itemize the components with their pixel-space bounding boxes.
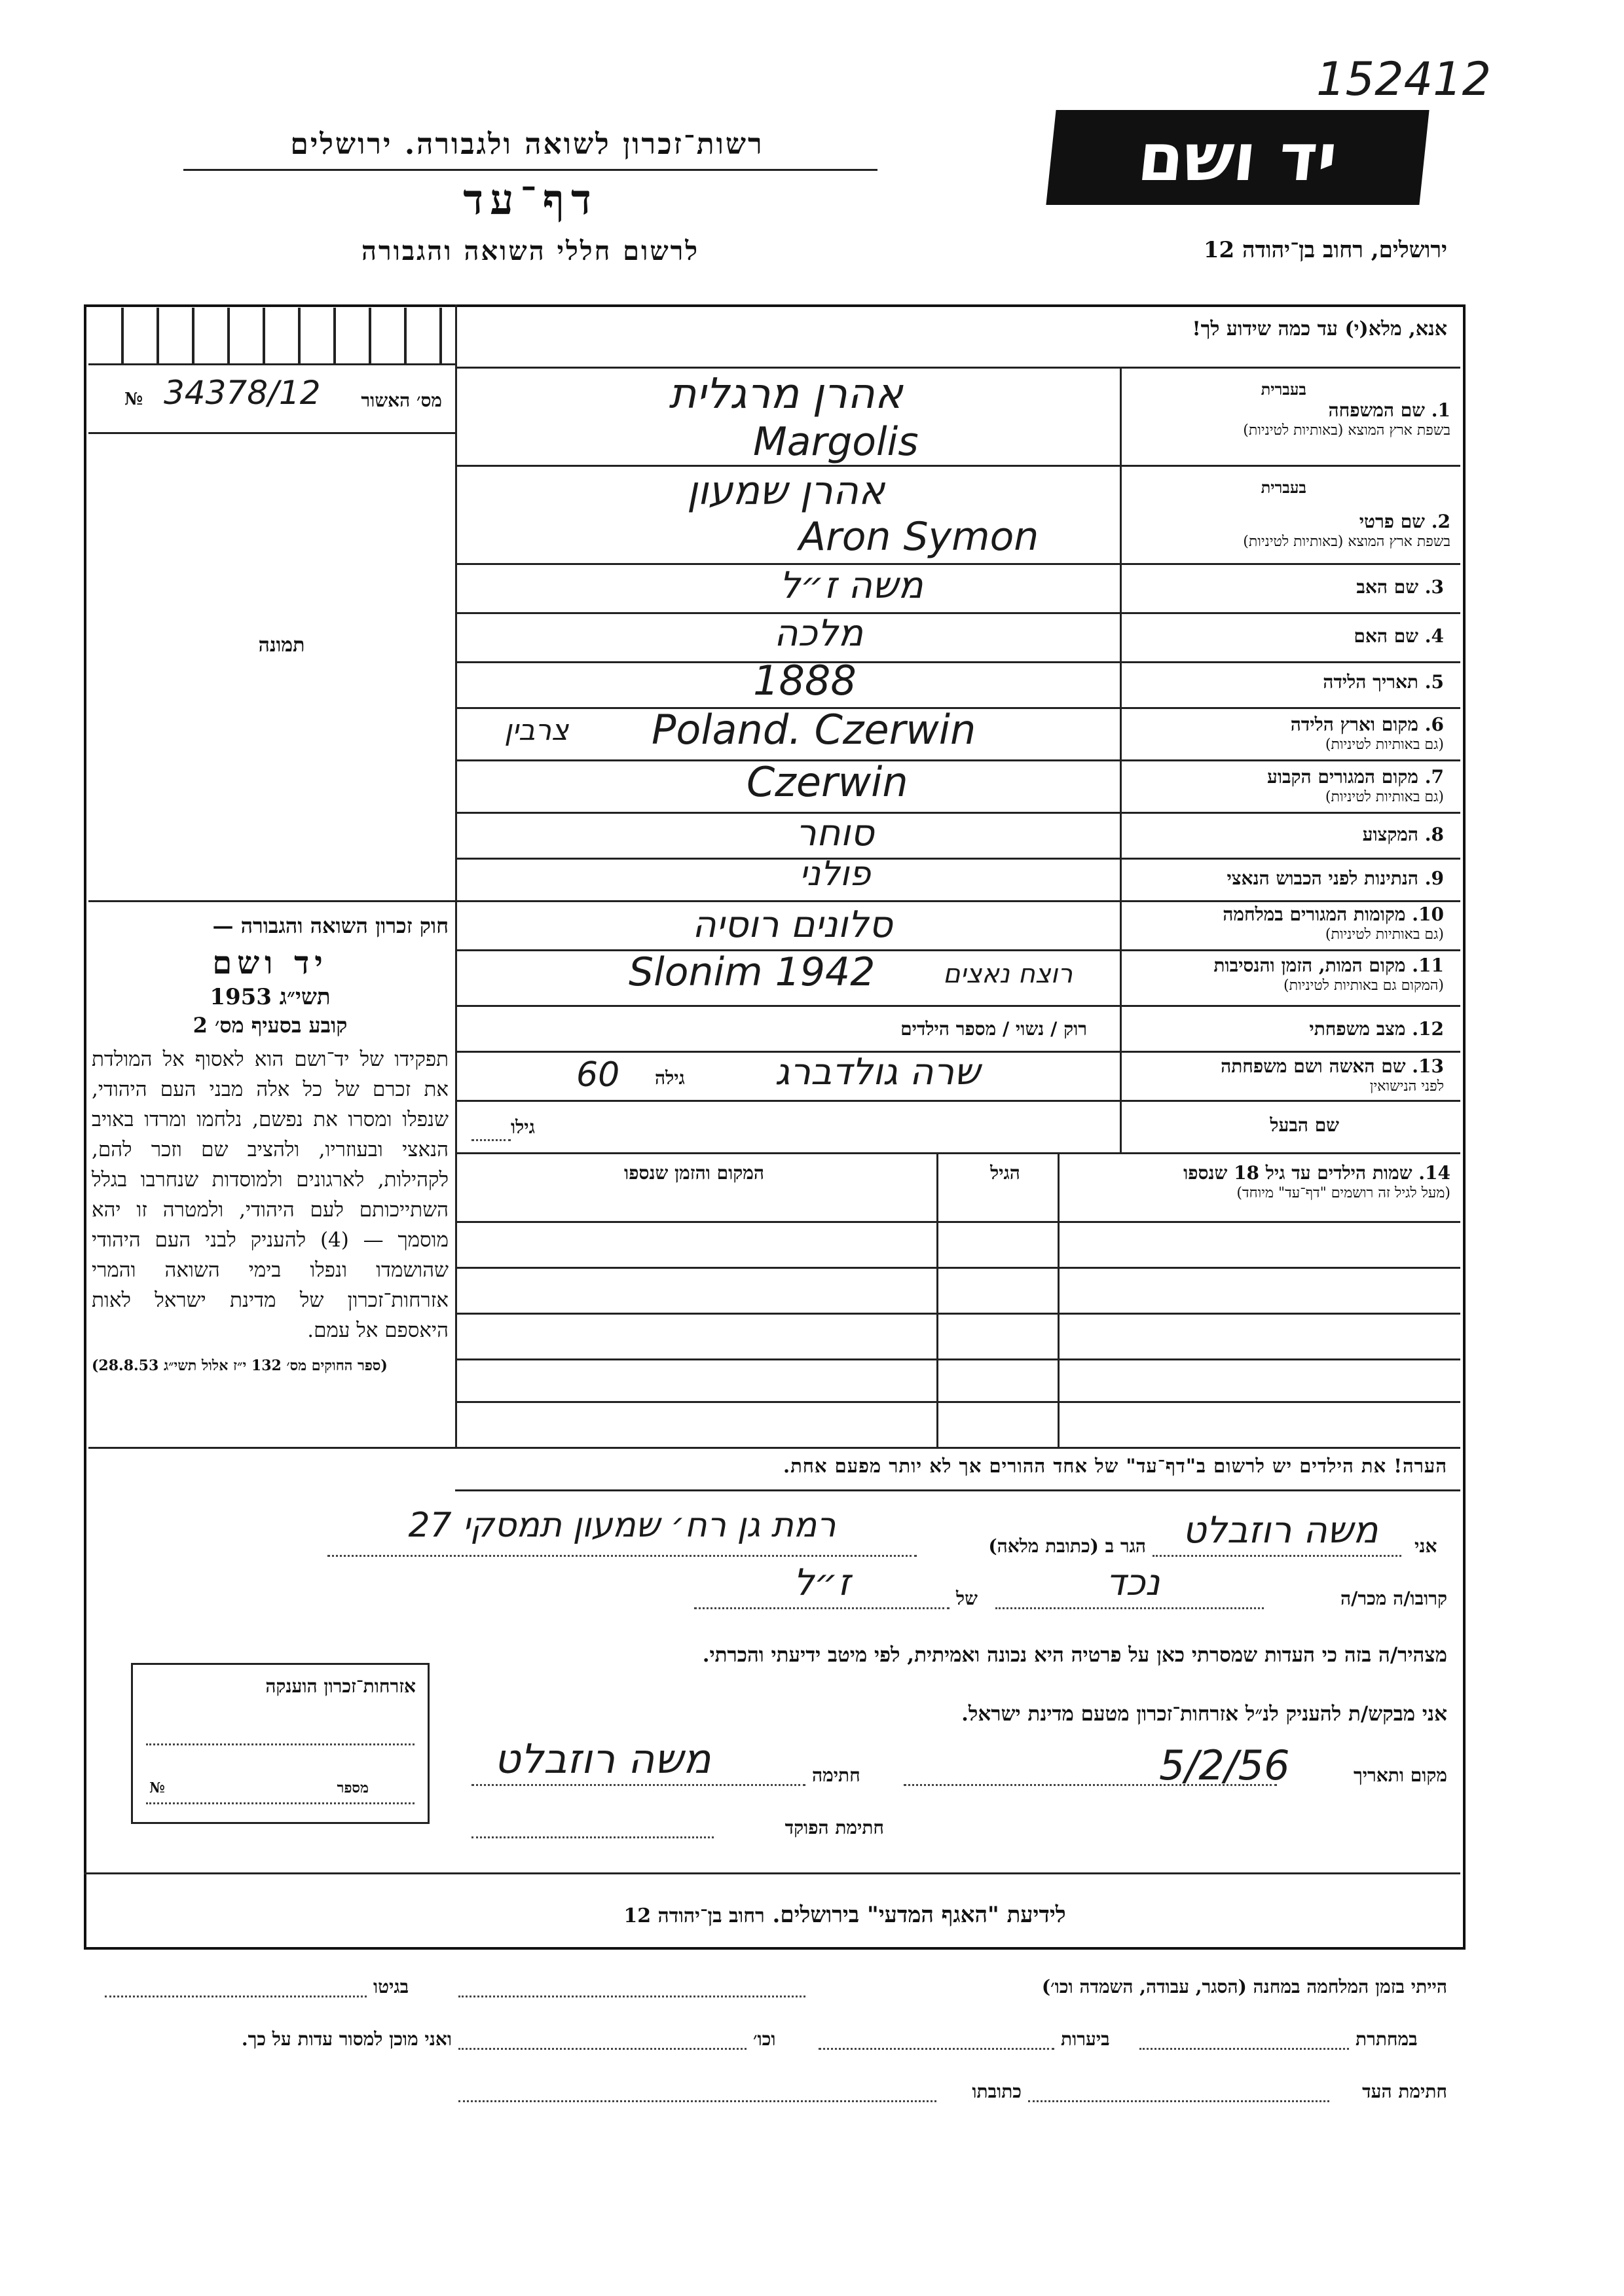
left-column-divider: [455, 304, 457, 1447]
address-label: הגר ב (כתובת מלאה): [988, 1535, 1146, 1557]
first-name-latin: Aron Symon: [799, 514, 1039, 560]
declaration-statement: מצהיר/ה בזה כי העדות שמסרתי כאן על פרטיה היא נכונה ואמיתית, לפי מיטב ידיעתי והכרתי.: [702, 1643, 1447, 1667]
archive-number: 152412: [1316, 52, 1492, 106]
relation-value: נכד: [1105, 1561, 1160, 1604]
footer-address-label: כתובתו: [972, 2081, 1022, 2102]
place-date-value: 5/2/56: [1159, 1741, 1290, 1789]
law-box: [92, 913, 449, 1374]
yad-vashem-logo: [1046, 110, 1429, 205]
law-logo: יד ושם: [212, 945, 328, 981]
registration-label: מס׳ האשור: [361, 390, 442, 411]
field-family-name-label: בעברית 1. שם המשפחה בשפת ארץ המוצא (באותיות לטיניות): [1243, 380, 1450, 439]
death-place-value: Slonim 1942: [629, 949, 876, 995]
field-residence-label: 7. מקום המגורים הקבוע (גם באותיות לטיניות): [1267, 766, 1444, 805]
wife-age-label: גילה: [655, 1067, 685, 1089]
field-first-name-label: בעברית 2. שם פרטי בשפת ארץ המוצא (באותיות לטיניות): [1243, 478, 1450, 550]
place-date-label: מקום ותאריך: [1353, 1764, 1447, 1786]
wife-age-value: 60: [576, 1055, 620, 1095]
footer-forest-label: ביערות: [1061, 2028, 1110, 2050]
form-title: דף־עד: [463, 175, 598, 225]
field-wartime-residence-label: 10. מקומות המגורים במלחמה (גם באותיות לטיניות): [1223, 903, 1444, 943]
birthplace-value: Poland. Czerwin: [652, 706, 976, 754]
field-husband-label: שם הבעל: [1270, 1114, 1339, 1136]
registration-number: 34378/12: [164, 374, 321, 412]
signature-value: משה רוזבלט: [494, 1735, 711, 1783]
wartime-residence-value: סלונים רוסיה: [692, 903, 893, 946]
institution-underline: [183, 169, 877, 171]
field-birthplace-label: 6. מקום וארץ הלידה (גם באותיות לטיניות): [1290, 714, 1444, 753]
birthdate-value: 1888: [753, 657, 857, 704]
mother-name-value: מלכה: [773, 612, 864, 655]
tick-marks: [88, 308, 449, 363]
field-wife-label: 13. שם האשה ושם משפחתה לפני הנישואין: [1221, 1055, 1444, 1095]
footer-ready-text: ואני מוכן למסור עדות על כך.: [241, 2028, 452, 2050]
photo-label: תמונה: [258, 634, 305, 657]
wife-name-value: שרה גולדברג: [775, 1051, 980, 1093]
footer-underground-label: במחתרת: [1356, 2028, 1418, 2050]
family-name-latin: Margolis: [753, 419, 919, 465]
officer-signature-label: חתימת הפוקד: [784, 1817, 884, 1838]
footer-witness-signature: חתימת העד: [1362, 2081, 1447, 2102]
children-note: הערה! את הילדים יש לרשום ב"דף־עד" של אחד ההורים אך לא יותר מפעם אחת.: [783, 1455, 1447, 1477]
declarant-label: אני: [1414, 1535, 1437, 1557]
nationality-value: פולני: [799, 854, 871, 894]
profession-value: סוחר: [796, 812, 874, 854]
of-label: של: [956, 1588, 978, 1609]
father-name-value: משה ז״ל: [779, 564, 923, 607]
children-col-age: הגיל: [990, 1162, 1020, 1184]
relation-label: קרובו/ה מכר/ה: [1340, 1588, 1447, 1609]
footer-camp-line: הייתי בזמן המלחמה במחנה (הסגר, עבודה, השמדה וכו׳): [1041, 1976, 1447, 1997]
birthplace-hebrew: צרבין: [504, 714, 569, 747]
signature-label: חתימה: [812, 1764, 860, 1786]
citizenship-no-mark: №: [149, 1779, 165, 1796]
marital-options: רוק / נשוי / מספר הילדים: [900, 1018, 1087, 1040]
children-header: 14. שמות הילדים עד גיל 18 שנספו (מעל לגיל זה רושמים "דף־עד" מיוחד): [1183, 1162, 1450, 1201]
footer-etc-label: וכו׳: [753, 2028, 776, 2050]
residence-value: Czerwin: [747, 758, 908, 806]
law-text: תפקידו של יד־ושם הוא לאסוף אל המולדת את זכרם של כל אלה מבני העם היהודי, שנפלו ומסרו את נפשם, נלחמו ומרדו באויב הנאצי ובעוזריו, ולהציב שם וזכר להם, לקהילות, לארגונים ולמוסדות שנחרבו בגלל השתייכותם לעם היהודי, ולמטרה זו יהא מוסמך — (4) להעניק לבני העם היהודי שהושמדו ונפלו בימי השואה והמרי אזרחות־זכרון של מדינת ישראל לאות היאספם אל עמם.: [92, 1048, 449, 1342]
intro-text: אנא, מלא(י) עד כמה שידוע לך!: [1192, 318, 1447, 340]
husband-age-label: גילו: [511, 1116, 535, 1138]
law-clause: קובע בסעיף מס׳ 2: [193, 1013, 348, 1038]
citizenship-number-label: מספר: [337, 1779, 369, 1796]
law-title: חוק זכרון השואה והגבורה —: [212, 913, 449, 938]
field-marital-label: 12. מצב משפחתי: [1309, 1018, 1444, 1040]
family-name-hebrew: אהרן מרגלית: [669, 370, 903, 418]
citizenship-box: [131, 1663, 430, 1824]
registration-box: [88, 370, 455, 432]
field-death-place-label: 11. מקום המות, הזמן והנסיבות (המקום גם באותיות לטיניות): [1213, 955, 1444, 994]
logo-text: יד ושם: [1134, 119, 1341, 196]
institution-name: רשות־זכרון לשואה ולגבורה. ירושלים: [290, 128, 764, 161]
footer-ghetto-label: בגיטו: [373, 1976, 409, 1997]
first-name-hebrew: אהרן שמעון: [686, 468, 885, 514]
death-circumstances-value: רוצח נאצים: [943, 959, 1073, 989]
field-mother-label: 4. שם האם: [1354, 625, 1444, 647]
form-subtitle: לרשום חללי השואה והגבורה: [361, 236, 700, 266]
citizenship-title: אזרחות־זכרון הוענקה: [265, 1675, 416, 1697]
declarant-name: משה רוזבלט: [1182, 1509, 1378, 1552]
header-address: ירושלים, רחוב בן־יהודה 12: [1203, 237, 1447, 263]
address-value: רמת גן רח׳ שמעון תמסקי 27: [408, 1506, 836, 1545]
footer-title: לידיעת "האגף המדעי" בירושלים. רחוב בן־יהודה 12: [623, 1902, 1066, 1928]
field-profession-label: 8. המקצוע: [1362, 824, 1444, 845]
children-col-place: המקום והזמן שנספו: [624, 1162, 764, 1184]
of-value: ז״ל: [793, 1561, 851, 1604]
field-father-label: 3. שם האב: [1356, 576, 1444, 598]
law-year: תשי״ג 1953: [210, 984, 331, 1010]
field-birthdate-label: 5. תאריך הלידה: [1323, 671, 1444, 693]
field-nationality-label: 9. הנתינות לפני הכבוש הנאצי: [1227, 867, 1444, 889]
citizenship-request: אני מבקש/ת להעניק לנ״ל אזרחות־זכרון מטעם מדינת ישראל.: [961, 1702, 1447, 1726]
law-source: (ספר החוקים מס׳ 132 י״ז אלול תשי״ג 28.8.53): [92, 1357, 388, 1374]
no-mark: №: [124, 390, 143, 409]
